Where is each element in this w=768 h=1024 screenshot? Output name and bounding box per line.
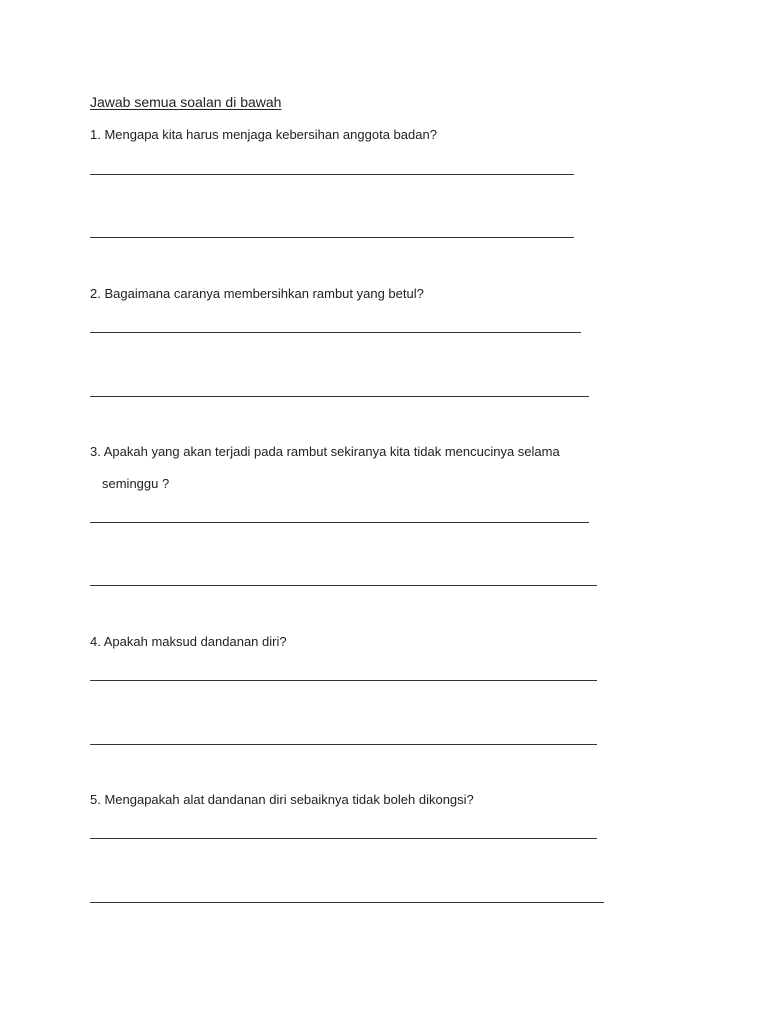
answer-line-4b[interactable] xyxy=(90,744,597,745)
answer-line-2a[interactable] xyxy=(90,332,581,333)
question-4: 4. Apakah maksud dandanan diri? xyxy=(90,634,287,649)
worksheet-heading: Jawab semua soalan di bawah xyxy=(90,94,282,110)
question-3-continuation: seminggu ? xyxy=(102,476,170,491)
question-1: 1. Mengapa kita harus menjaga kebersihan anggota badan? xyxy=(90,127,437,142)
question-2: 2. Bagaimana caranya membersihkan rambut yang betul? xyxy=(90,286,424,301)
answer-line-5b[interactable] xyxy=(90,902,604,903)
answer-line-4a[interactable] xyxy=(90,680,597,681)
question-3: 3. Apakah yang akan terjadi pada rambut sekiranya kita tidak mencucinya selama xyxy=(90,444,560,459)
answer-line-1b[interactable] xyxy=(90,237,574,238)
answer-line-3a[interactable] xyxy=(90,522,589,523)
answer-line-1a[interactable] xyxy=(90,174,574,175)
answer-line-2b[interactable] xyxy=(90,396,589,397)
answer-line-3b[interactable] xyxy=(90,585,597,586)
answer-line-5a[interactable] xyxy=(90,838,597,839)
question-5: 5. Mengapakah alat dandanan diri sebaiknya tidak boleh dikongsi? xyxy=(90,792,474,807)
